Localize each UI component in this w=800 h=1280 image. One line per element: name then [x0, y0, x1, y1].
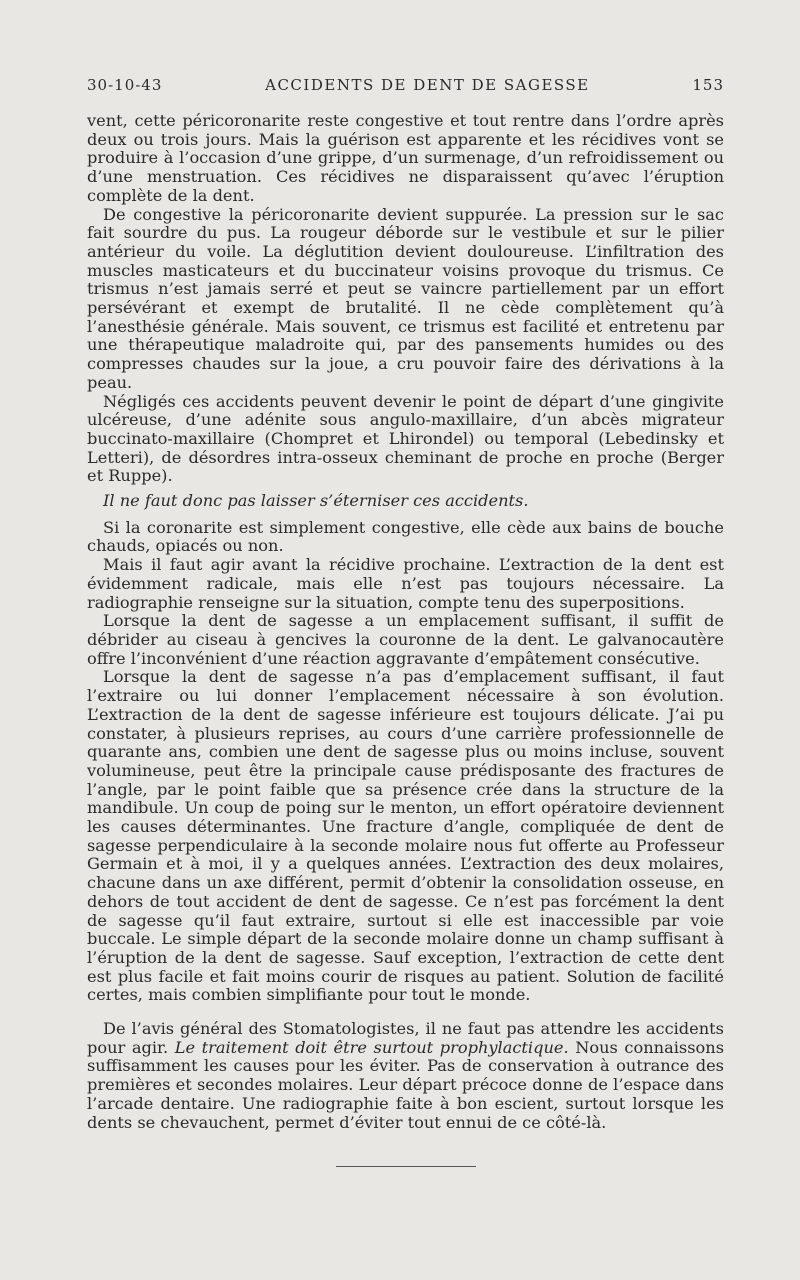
end-rule [336, 1166, 476, 1167]
header-date: 30-10-43 [87, 76, 163, 94]
page-number: 153 [692, 76, 724, 94]
paragraph-5: Si la coronarite est simplement congestive, elle cède aux bains de bouche chauds, opiacés ou non. [87, 517, 724, 556]
running-head [87, 76, 724, 94]
body-text [87, 112, 724, 1132]
paragraph-1: vent, cette péricoronarite reste congestive et tout rentre dans l’ordre après deux ou trois jours. Mais la guérison est apparente et les récidives vont se produire à l’occasion d’une grippe, d’un surmenage, d’un refroidissement ou d’une menstruation. Ces récidives ne disparaissent qu’avec l’éruption complète de la dent. [87, 111, 724, 205]
paragraph-3: Négligés ces accidents peuvent devenir le point de départ d’une gingivite ulcéreuse, d’une adénite sous angulo-maxillaire, d’un abcès migrateur buccinato-maxillaire (Chompret et Lhirondel) ou temporal (Lebedinsky et Letteri), de désordres intra-osseux cheminant de proche en proche (Berger et Ruppe). [87, 391, 724, 486]
paragraph-7: Lorsque la dent de sagesse a un emplacement suffisant, il suffit de débrider au ciseau à gencives la couronne de la dent. Le galvanocautère offre l’inconvénient d’une réaction aggravante d’empâtement consécutive. [87, 611, 724, 668]
paragraph-9-end: Nous connaissons suffisamment les causes pour les éviter. Pas de conservation à outrance des premières et secondes molaires. Leur départ précoce donne de l’espace dans l’arcade dentaire. Une radiographie faite à bon escient, surtout lorsque les dents se chevauchent, permet d’éviter tout ennui de ce côté-là. [87, 1037, 724, 1132]
paragraph-2: De congestive la péricoronarite devient suppurée. La pression sur le sac fait sourdre du pus. La rougeur déborde sur le vestibule et sur le pilier antérieur du voile. La déglutition devient douloureuse. L’infiltration des muscles masticateurs et du buccinateur voisins provoque du trismus. Ce trismus n’est jamais serré et peut se vaincre partiellement par un effort persévérant et exempt de brutalité. Il ne cède complètement qu’à l’anesthésie générale. Mais souvent, ce trismus est facilité et entretenu par une thérapeutique maladroite qui, par des pansements humides ou des compresses chaudes sur la joue, a cru pouvoir faire des dérivations à la peau. [87, 204, 724, 392]
italic-statement: Il ne faut donc pas laisser s’éterniser ces accidents. [103, 491, 529, 511]
paragraph-9 [87, 1020, 724, 1132]
paragraph-4-italic [87, 492, 724, 511]
header-title: ACCIDENTS DE DENT DE SAGESSE [265, 76, 590, 94]
paragraph-9-italic: Le traitement doit être surtout prophylactique. [174, 1037, 569, 1057]
paragraph-9-start: De l’avis général des Stomatologistes, il ne faut pas attendre les accidents pour agir. [87, 1019, 724, 1057]
paragraph-6: Mais il faut agir avant la récidive prochaine. L’extraction de la dent est évidemment radicale, mais elle n’est pas toujours nécessaire. La radiographie renseigne sur la situation, compte tenu des superpositions. [87, 555, 724, 612]
paragraph-8: Lorsque la dent de sagesse n’a pas d’emplacement suffisant, il faut l’extraire ou lui donner l’emplacement nécessaire à son évolution. L’extraction de la dent de sagesse inférieure est toujours délicate. J’ai pu constater, à plusieurs reprises, au cours d’une carrière professionnelle de quarante ans, combien une dent de sagesse plus ou moins incluse, souvent volumineuse, peut être la principale cause prédisposante des fractures de l’angle, par le point faible que sa présence crée dans la structure de la mandibule. Un coup de poing sur le menton, un effort opératoire deviennent les causes déterminantes. Une fracture d’angle, compliquée de dent de sagesse perpendiculaire à la seconde molaire nous fut offerte au Professeur Germain et à moi, il y a quelques années. L’extraction des deux molaires, chacune dans un axe différent, permit d’obtenir la consolidation osseuse, en dehors de tout accident de dent de sagesse. Ce n’est pas forcément la dent de sagesse qu’il faut extraire, surtout si elle est inaccessible par voie buccale. Le simple départ de la seconde molaire donne un champ suffisant à l’éruption de la dent de sagesse. Sauf exception, l’extraction de cette dent est plus facile et fait moins courir de risques au patient. Solution de facilité certes, mais combien simplifiante pour tout le monde. [87, 667, 724, 1005]
